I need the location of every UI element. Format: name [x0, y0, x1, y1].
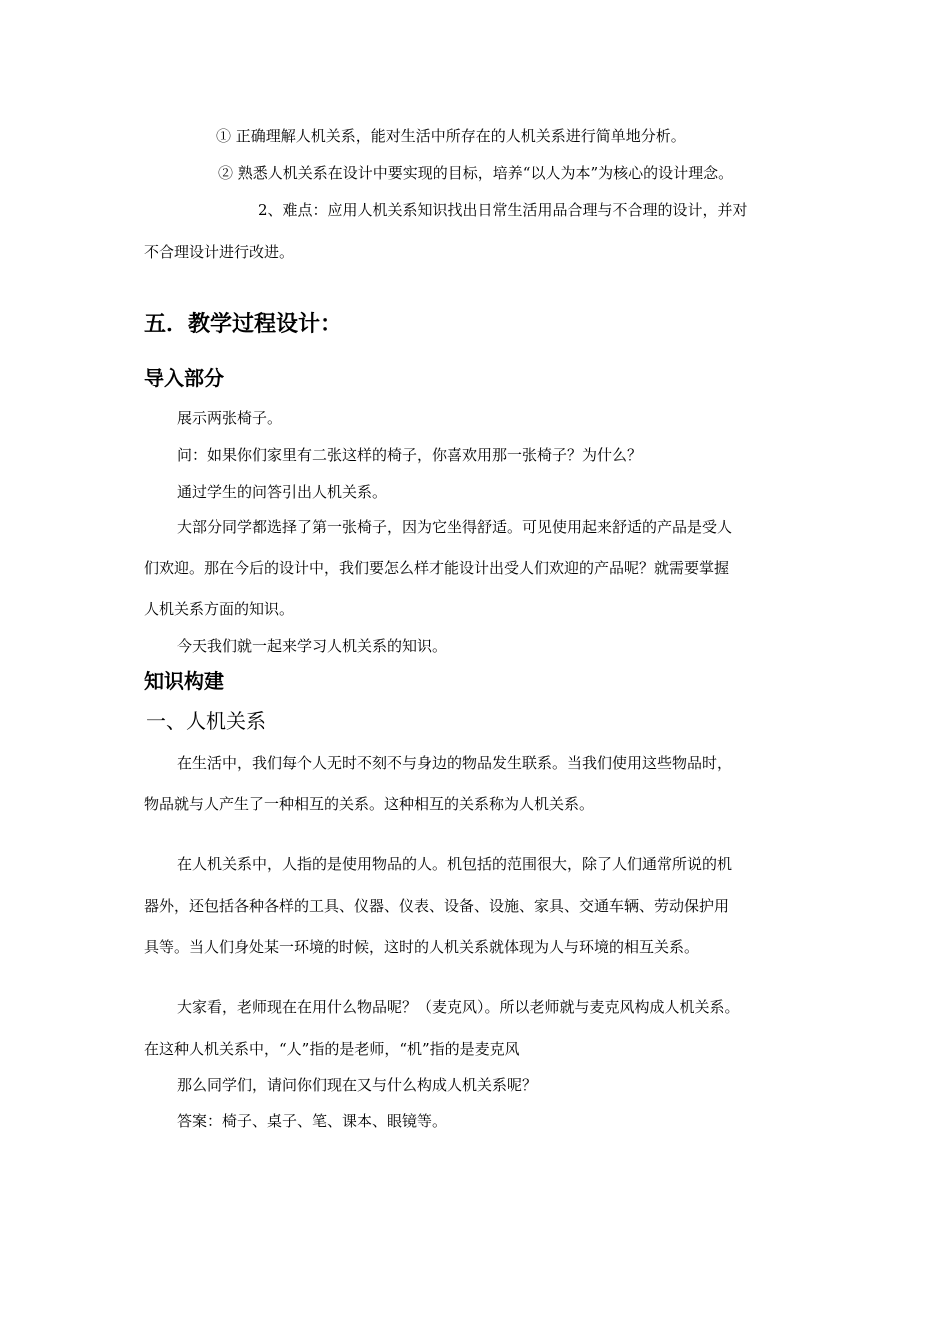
knowledge-paragraph-1-line-2: 物品就与人产生了一种相互的关系。这种相互的关系称为人机关系。 — [144, 795, 595, 813]
knowledge-paragraph-2-line-3: 具等。当人们身处某一环境的时候，这时的人机关系就体现为人与环境的相互关系。 — [144, 938, 700, 956]
intro-heading: 导入部分 — [144, 366, 224, 390]
intro-paragraph-3: 通过学生的问答引出人机关系。 — [177, 483, 388, 501]
knowledge-paragraph-3-line-2: 在这种人机关系中，“人”指的是老师，“机”指的是麦克风 — [144, 1040, 520, 1058]
knowledge-heading: 知识构建 — [144, 669, 224, 693]
intro-paragraph-4-line-3: 人机关系方面的知识。 — [144, 600, 295, 618]
knowledge-paragraph-2-line-2: 器外，还包括各种各样的工具、仪器、仪表、设备、设施、家具、交通车辆、劳动保护用 — [144, 897, 730, 915]
knowledge-subheading: 一、人机关系 — [146, 709, 266, 733]
difficulty-line-1: 2、难点：应用人机关系知识找出日常生活用品合理与不合理的设计，并对 — [258, 201, 748, 219]
intro-paragraph-1: 展示两张椅子。 — [177, 409, 283, 427]
knowledge-paragraph-4: 那么同学们，请问你们现在又与什么构成人机关系呢？ — [177, 1076, 538, 1094]
section-5-heading: 五．教学过程设计： — [144, 312, 343, 337]
difficulty-line-2: 不合理设计进行改进。 — [144, 243, 295, 261]
intro-paragraph-4-line-1: 大部分同学都选择了第一张椅子，因为它坐得舒适。可见使用起来舒适的产品是受人 — [177, 518, 733, 536]
intro-paragraph-2: 问：如果你们家里有二张这样的椅子，你喜欢用那一张椅子？为什么？ — [177, 446, 643, 464]
objective-item-2: ② 熟悉人机关系在设计中要实现的目标，培养“以人为本”为核心的设计理念。 — [218, 164, 734, 182]
knowledge-paragraph-1-line-1: 在生活中，我们每个人无时不刻不与身边的物品发生联系。当我们使用这些物品时， — [177, 754, 733, 772]
knowledge-paragraph-5: 答案：椅子、桌子、笔、课本、眼镜等。 — [177, 1112, 448, 1130]
knowledge-paragraph-2-line-1: 在人机关系中，人指的是使用物品的人。机包括的范围很大，除了人们通常所说的机 — [177, 855, 733, 873]
intro-paragraph-5: 今天我们就一起来学习人机关系的知识。 — [177, 637, 448, 655]
intro-paragraph-4-line-2: 们欢迎。那在今后的设计中，我们要怎么样才能设计出受人们欢迎的产品呢？就需要掌握 — [144, 559, 730, 577]
knowledge-paragraph-3-line-1: 大家看，老师现在在用什么物品呢？（麦克风）。所以老师就与麦克风构成人机关系。 — [177, 998, 740, 1016]
objective-item-1: ① 正确理解人机关系，能对生活中所存在的人机关系进行简单地分析。 — [216, 127, 686, 145]
